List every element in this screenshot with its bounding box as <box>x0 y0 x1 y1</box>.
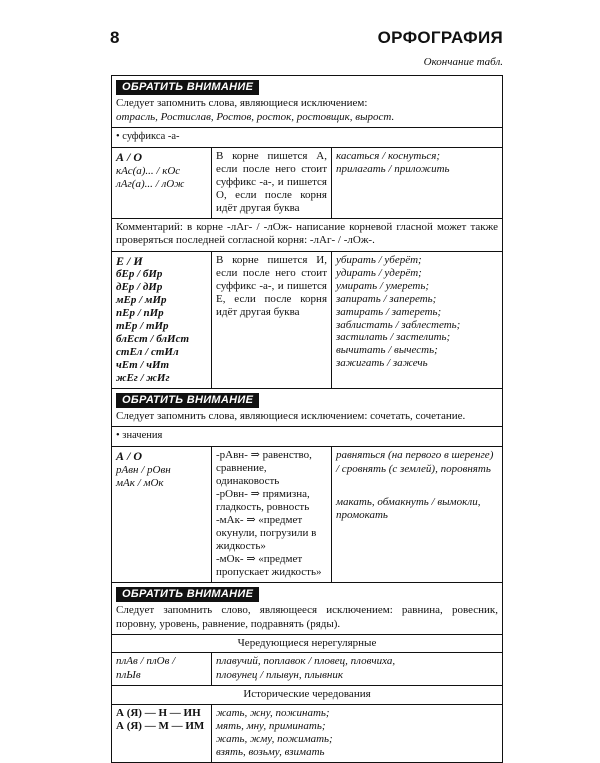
root-pair: стЕл / стИл <box>116 345 179 358</box>
meaning-line: -рАвн- ⇒ равенство, сравнение, одинаковость <box>216 449 312 488</box>
historical-title: Исторические чередования <box>112 685 502 703</box>
root-pair: жЕг / жИг <box>116 371 170 384</box>
example-line: убирать / уберёт; <box>336 253 422 266</box>
example-line: застилать / застелить; <box>336 331 451 344</box>
example-line: вычитать / вычесть; <box>336 344 438 357</box>
example-line: запирать / запереть; <box>336 292 437 305</box>
attention-badge: ОБРАТИТЬ ВНИМАНИЕ <box>116 587 259 602</box>
alternation-pattern: А (Я) — Н — ИН <box>116 706 201 719</box>
example-line: жать, жну, пожинать; <box>216 706 330 719</box>
root-pair: чЕт / чИт <box>116 358 170 371</box>
table-row-historical <box>112 704 502 762</box>
meaning-line: -рОвн- ⇒ прямизна, гладкость, ровность <box>216 488 310 514</box>
example-line: взять, возьму, взимать <box>216 745 325 758</box>
example-line: пловунец / плывун, плывник <box>216 668 343 681</box>
attention-badge: ОБРАТИТЬ ВНИМАНИЕ <box>116 393 259 408</box>
rule-text: В корне пишется И, если после него стоит суффикс -а-, и пишется Е, если после корня идёт другая буква <box>212 252 332 388</box>
table-row-plav <box>112 652 502 685</box>
root-pair: плАв / плОв / <box>116 655 176 668</box>
root-pair: блЕст / блИст <box>116 332 190 345</box>
example-line: зажигать / зажечь <box>336 357 428 370</box>
example-line: жать, жму, пожимать; <box>216 732 333 745</box>
alternation-pattern: А (Я) — М — ИМ <box>116 720 205 733</box>
irregular-title: Чередующиеся нерегулярные <box>112 634 502 652</box>
root-pair: бЕр / бИр <box>116 267 163 280</box>
root-pair: тЕр / тИр <box>116 319 169 332</box>
example-line: мять, мну, приминать; <box>216 719 326 732</box>
root-pair: мЕр / мИр <box>116 293 167 306</box>
suffix-label: • суффикса -а- <box>112 127 502 147</box>
table-note: Окончание табл. <box>423 56 503 68</box>
root-pair: мАк / мОк <box>116 477 164 490</box>
page-number: 8 <box>110 28 120 47</box>
row-head: А / О <box>116 449 143 464</box>
root-pair: кАс(а)... / кОс <box>116 164 181 177</box>
spelling-table <box>111 75 503 763</box>
example-line: прилагать / приложить <box>336 163 450 176</box>
example-line: заблистать / заблестеть; <box>336 318 461 331</box>
example-line: касаться / коснуться; <box>336 150 441 163</box>
attention-text: Следует запомнить слова, являющиеся исключением: сочетать, сочетание. <box>116 409 466 422</box>
attention-block-3 <box>112 582 502 634</box>
root-pair: лАг(а)... / лОж <box>116 178 185 191</box>
meaning-label: • значения <box>112 426 502 446</box>
meaning-line: -мАк- ⇒ «предмет окунули, погрузили в жидкость» <box>216 514 317 552</box>
root-pair: пЕр / пИр <box>116 306 164 319</box>
root-pair: плЫв <box>116 668 141 681</box>
example-line: удирать / удерёт; <box>336 266 422 279</box>
table-row-kas-kos <box>112 147 502 218</box>
example-line: равняться (на первого в шеренге) / сровнять (с землей), поровнять <box>336 449 494 475</box>
root-pair: дЕр / дИр <box>116 280 163 293</box>
page-header <box>110 28 503 52</box>
attention-text: Следует запомнить слово, являющееся исключением: равнина, ровесник, поровну, уровень, равнение, подравнять (ряды). <box>116 604 498 630</box>
attention-badge: ОБРАТИТЬ ВНИМАНИЕ <box>116 80 259 95</box>
example-line: затирать / затереть; <box>336 305 442 318</box>
table-row-e-i <box>112 251 502 388</box>
attention-examples: отрасль, Ростислав, Ростов, росток, ростовщик, вырост. <box>116 110 395 123</box>
comment-block: Комментарий: в корне -лАг- / -лОж- написание корневой гласной может также проверяться последней согласной корня: -лАг- / -лОж-. <box>112 218 502 251</box>
attention-block-1 <box>112 76 502 127</box>
attention-block-2 <box>112 388 502 427</box>
section-title: ОРФОГРАФИЯ <box>377 28 503 47</box>
example-line: умирать / умереть; <box>336 279 429 292</box>
attention-text: Следует запомнить слова, являющиеся исключением: <box>116 97 368 110</box>
rule-text: В корне пишется А, если после него стоит суффикс -а-, и пишется О, если после корня идёт другая буква <box>212 148 332 218</box>
example-line: макать, обмакнуть / вымокли, промокать <box>336 495 481 522</box>
table-row-ravn-rovn <box>112 446 502 582</box>
meaning-line: -мОк- ⇒ «предмет пропускает жидкость» <box>216 552 322 578</box>
row-head: Е / И <box>116 253 143 268</box>
row-head: А / О <box>116 150 143 165</box>
example-line: плавучий, поплавок / пловец, пловчиха, <box>216 655 396 668</box>
root-pair: рАвн / рОвн <box>116 463 171 476</box>
